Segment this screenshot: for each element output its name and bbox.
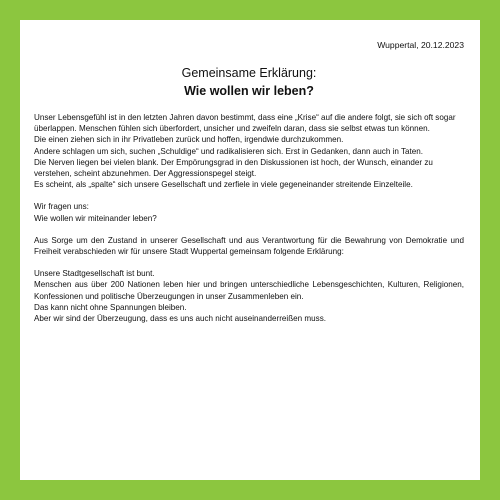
document-page	[20, 20, 480, 480]
paragraph-line: Menschen aus über 200 Nationen leben hier und bringen unterschiedliche Lebensgeschichten, Kulturen, Religionen, Konfessionen und politische Überzeugungen in unser Zusammenleben ein.	[34, 280, 464, 301]
paragraph-line: Andere schlagen um sich, suchen „Schuldige“ und radikalisieren sich. Erst in Gedanken, dann auch in Taten.	[34, 146, 424, 156]
document-body	[34, 112, 464, 324]
paragraph-line: Es scheint, als „spalte“ sich unsere Gesellschaft und zerfiele in viele gegeneinander streitende Einzelteile.	[34, 180, 413, 190]
paragraph-line: Aber wir sind der Überzeugung, dass es uns auch nicht auseinanderreißen muss.	[34, 314, 326, 324]
paragraph-line: Das kann nicht ohne Spannungen bleiben.	[34, 302, 187, 312]
paragraph-line: Die Nerven liegen bei vielen blank. Der Empörungsgrad in den Diskussionen ist hoch, der Wunsch, einander zu verstehen, scheint abzunehmen. Der Aggressionspegel steigt.	[34, 157, 433, 179]
paragraph-line: Unser Lebensgefühl ist in den letzten Jahren davon bestimmt, dass eine „Krise“ auf die andere folgt, sie sich oft sogar überlappen. Menschen fühlen sich überfordert, unsicher und zweifeln daran, dass sie selbst etwas tun können.	[34, 113, 456, 134]
paragraph-line: Die einen ziehen sich in ihr Privatleben zurück und hoffen, irgendwie durchzukommen.	[34, 135, 344, 145]
paragraph-city	[34, 268, 464, 324]
paragraph-declaration	[34, 235, 464, 257]
document-subtitle: Wie wollen wir leben?	[184, 84, 314, 98]
paragraph-line: Wie wollen wir miteinander leben?	[34, 213, 157, 223]
paragraph-line: Unsere Stadtgesellschaft ist bunt.	[34, 269, 155, 279]
paragraph-line: Aus Sorge um den Zustand in unserer Gesellschaft und aus Verantwortung für die Bewahrung von Demokratie und Freiheit verabschieden wir für unsere Stadt Wuppertal gemeinsam folgende Erklärung:	[34, 235, 464, 257]
place-date: Wuppertal, 20.12.2023	[377, 40, 464, 50]
paragraph-line: Wir fragen uns:	[34, 202, 89, 212]
paragraph-crisis	[34, 112, 464, 190]
document-title-block	[34, 64, 464, 100]
paragraph-question	[34, 201, 464, 223]
document-title: Gemeinsame Erklärung:	[181, 66, 317, 80]
